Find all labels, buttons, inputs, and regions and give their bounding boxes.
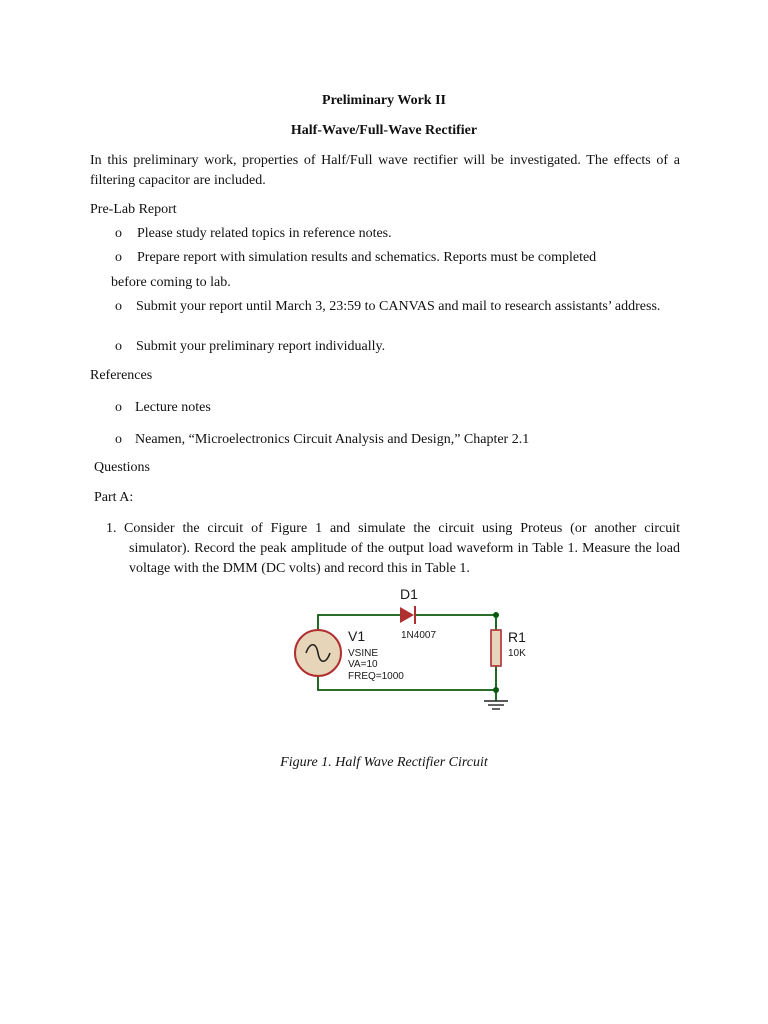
document-title: Preliminary Work II [322,93,446,108]
document-subtitle: Half-Wave/Full-Wave Rectifier [290,123,478,138]
intro-paragraph: In this preliminary work, properties of Half/Full wave rectifier will be investigated. The effects of a filtering capacitor are included. [90,153,680,188]
diode-icon [400,606,415,624]
prelab-item-2-continued: before coming to lab. [111,275,231,290]
resistor-value: 10K [508,648,526,659]
prelab-item-2: Prepare report with simulation results and schematics. Reports must be completed [137,250,597,265]
resistor-icon [491,630,501,666]
wire-bottom [318,666,496,690]
junction-dot [493,687,499,693]
questions-heading: Questions [94,460,150,475]
figure-caption: Figure 1. Half Wave Rectifier Circuit [280,755,488,770]
question-1-text [124,519,680,579]
source-label: V1 [348,628,366,644]
resistor-label: R1 [508,629,526,645]
source-type: VSINE [348,648,379,659]
part-a-heading: Part A: [94,490,134,505]
bullet-marker: o [115,250,122,265]
source-frequency: FREQ=1000 [348,671,404,682]
bullet-marker: o [115,400,122,415]
ground-icon [484,701,508,709]
wire-top-right [416,615,496,630]
prelab-item-1: Please study related topics in reference notes. [137,226,392,241]
bullet-marker: o [115,339,122,354]
junction-dot [493,612,499,618]
bullet-marker: o [115,432,122,447]
diode-label: D1 [400,586,418,602]
references-heading: References [90,368,153,383]
reference-item-1: Lecture notes [135,400,211,415]
circuit-wires [318,615,496,701]
prelab-item-3: Submit your report until March 3, 23:59 to CANVAS and mail to research assistants’ address. [136,299,661,314]
reference-item-2: Neamen, “Microelectronics Circuit Analysis and Design,” Chapter 2.1 [135,432,530,447]
prelab-item-4: Submit your preliminary report individually. [136,339,386,354]
bullet-marker: o [115,226,122,241]
source-amplitude: VA=10 [348,659,378,670]
sine-source-icon [295,630,341,676]
diode-part-number: 1N4007 [401,630,437,641]
bullet-marker: o [115,299,122,314]
prelab-heading: Pre-Lab Report [90,202,177,217]
half-wave-rectifier-circuit [288,584,528,720]
question-1-body: Consider the circuit of Figure 1 and simulate the circuit using Proteus (or another circuit simulator). Record the peak amplitude of the output load waveform in Table 1. Measure the load voltage with the DMM (DC volts) and record this in Table 1. [124,521,680,576]
question-number: 1. [106,521,117,536]
